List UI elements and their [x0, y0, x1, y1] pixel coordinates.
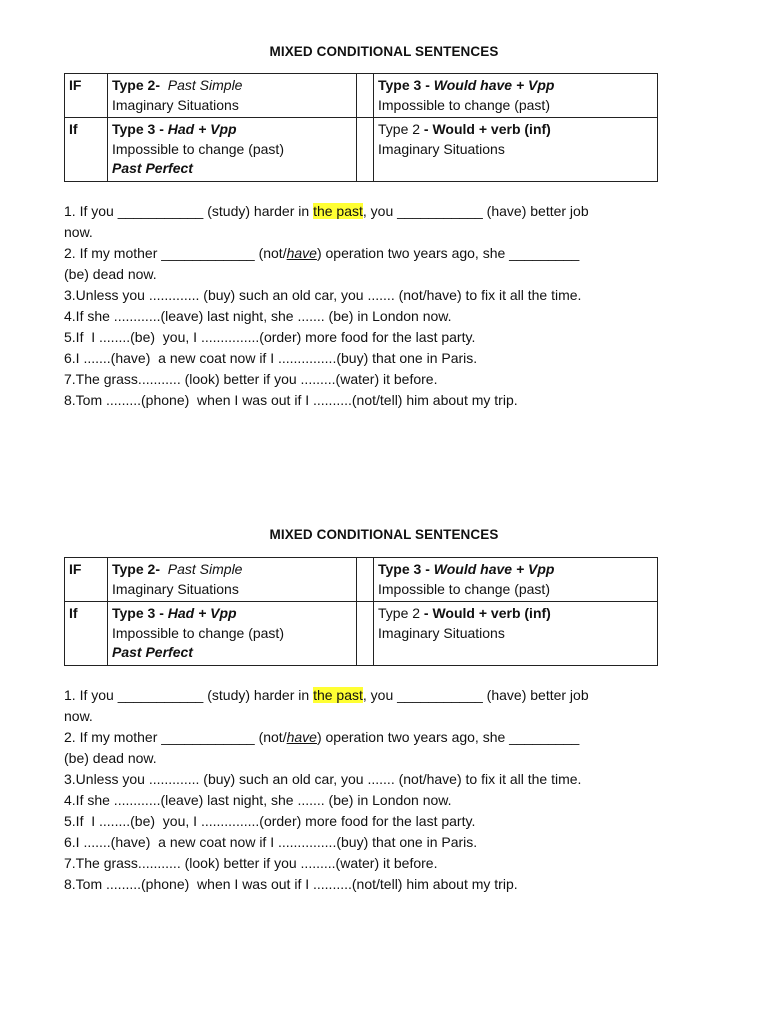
type-label: Type 3 - [112, 605, 164, 621]
tense-name: Past Perfect [112, 644, 193, 660]
type-description: Imaginary Situations [378, 140, 505, 157]
type-description: Imaginary Situations [112, 96, 239, 113]
exercise-text: 2. If my mother ____________ (not/ [64, 729, 287, 745]
exercise-item-continued: (be) dead now. [64, 750, 157, 766]
exercise-text: 2. If my mother ____________ (not/ [64, 245, 287, 261]
section-title: MIXED CONDITIONAL SENTENCES [269, 44, 499, 59]
type-form: Would have + Vpp [433, 77, 555, 93]
exercise-item: 6.I .......(have) a new coat now if I ...............(buy) that one in Paris. [64, 350, 478, 366]
conditional-types-table [64, 73, 658, 182]
table-row [65, 118, 658, 182]
type-cell [374, 602, 658, 666]
type-cell [108, 558, 357, 602]
if-cell: IF [65, 74, 108, 118]
exercise-text: ) operation two years ago, she _________ [316, 245, 580, 261]
exercise-item [64, 243, 664, 264]
if-cell: If [65, 602, 108, 666]
highlighted-text: the past [313, 687, 363, 703]
exercise-item-continued: now. [64, 708, 93, 724]
exercise-text: 1. If you ___________ (study) harder in [64, 203, 314, 219]
type-cell [108, 118, 357, 182]
type-description: Impossible to change (past) [378, 580, 550, 597]
type-description: Impossible to change (past) [112, 624, 284, 641]
type-label: Type 2- [112, 77, 160, 93]
type-cell [374, 74, 658, 118]
exercise-item: 3.Unless you ............. (buy) such an old car, you ....... (not/have) to fix it all the time. [64, 771, 582, 787]
exercise-item [64, 685, 664, 706]
conditional-types-table [64, 557, 658, 666]
exercise-item: 5.If I ........(be) you, I ...............(order) more food for the last party. [64, 329, 476, 345]
type-form: Would have + Vpp [433, 561, 555, 577]
exercise-item: 7.The grass........... (look) better if you .........(water) it before. [64, 371, 438, 387]
highlighted-text: the past [313, 203, 363, 219]
type-label: Type 2- [112, 561, 160, 577]
type-form: - Would + verb (inf) [423, 121, 551, 137]
table-row [65, 558, 658, 602]
exercise-item: 6.I .......(have) a new coat now if I ...............(buy) that one in Paris. [64, 834, 478, 850]
type-label: Type 2 [378, 605, 421, 621]
if-cell: If [65, 118, 108, 182]
type-description: Imaginary Situations [112, 580, 239, 597]
exercise-item-continued: (be) dead now. [64, 266, 157, 282]
exercise-text: ) operation two years ago, she _________ [316, 729, 580, 745]
type-description: Impossible to change (past) [378, 96, 550, 113]
type-label: Type 3 - [378, 77, 430, 93]
underlined-text: have [286, 245, 317, 261]
tense-name: Past Perfect [112, 160, 193, 176]
type-description: Impossible to change (past) [112, 140, 284, 157]
exercise-item: 8.Tom .........(phone) when I was out if I ..........(not/tell) him about my trip. [64, 876, 518, 892]
type-cell [374, 118, 658, 182]
type-cell [108, 602, 357, 666]
underlined-text: have [286, 729, 317, 745]
exercise-item [64, 201, 664, 222]
type-cell [374, 558, 658, 602]
exercise-item [64, 727, 664, 748]
exercise-item: 4.If she ............(leave) last night, she ....... (be) in London now. [64, 308, 452, 324]
spacer-cell [357, 118, 374, 182]
exercise-text: 1. If you ___________ (study) harder in [64, 687, 314, 703]
type-label: Type 3 - [378, 561, 430, 577]
exercise-list [64, 201, 664, 411]
type-description: Imaginary Situations [378, 624, 505, 641]
type-form: Had + Vpp [167, 121, 237, 137]
exercise-item: 8.Tom .........(phone) when I was out if I ..........(not/tell) him about my trip. [64, 392, 518, 408]
exercise-item: 7.The grass........... (look) better if you .........(water) it before. [64, 855, 438, 871]
type-form: Past Simple [167, 77, 243, 93]
if-cell: IF [65, 558, 108, 602]
type-form: Had + Vpp [167, 605, 237, 621]
exercise-text: , you ___________ (have) better job [362, 203, 589, 219]
exercise-item-continued: now. [64, 224, 93, 240]
table-row [65, 602, 658, 666]
exercise-item: 3.Unless you ............. (buy) such an old car, you ....... (not/have) to fix it all the time. [64, 287, 582, 303]
spacer-cell [357, 558, 374, 602]
spacer-cell [357, 602, 374, 666]
table-row [65, 74, 658, 118]
type-form: Past Simple [167, 561, 243, 577]
type-label: Type 3 - [112, 121, 164, 137]
section-title: MIXED CONDITIONAL SENTENCES [269, 527, 499, 542]
type-form: - Would + verb (inf) [423, 605, 551, 621]
type-label: Type 2 [378, 121, 421, 137]
exercise-text: , you ___________ (have) better job [362, 687, 589, 703]
exercise-list [64, 685, 664, 895]
exercise-item: 4.If she ............(leave) last night, she ....... (be) in London now. [64, 792, 452, 808]
exercise-item: 5.If I ........(be) you, I ...............(order) more food for the last party. [64, 813, 476, 829]
spacer-cell [357, 74, 374, 118]
type-cell [108, 74, 357, 118]
